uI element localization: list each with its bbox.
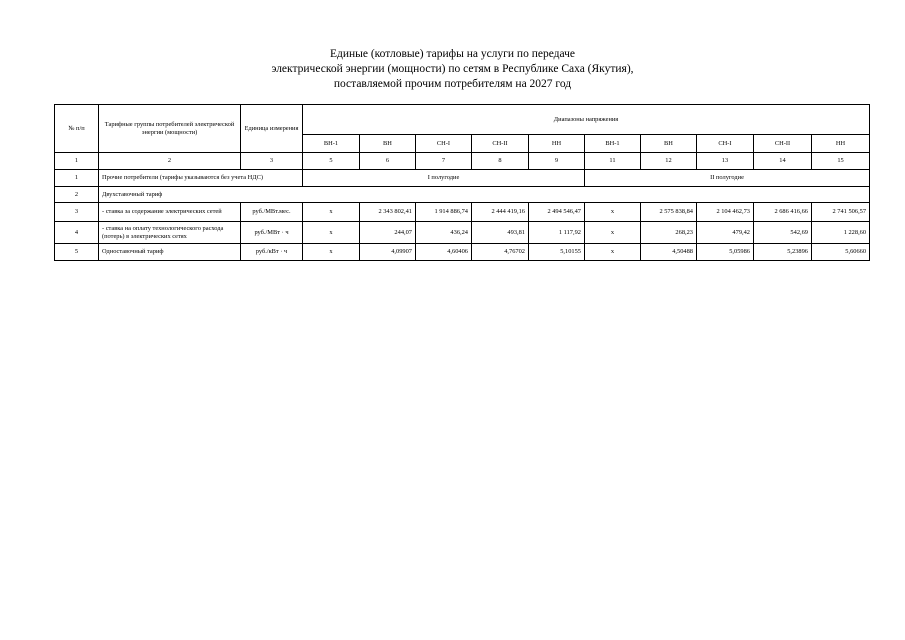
level-1: ВН-1: [303, 135, 360, 153]
cell-value: 4,50488: [641, 244, 697, 261]
cell-value: х: [303, 203, 360, 222]
cell-value: 2 686 416,66: [754, 203, 812, 222]
cell-value: 4,76702: [472, 244, 529, 261]
colnum: 13: [697, 153, 754, 170]
row-num: 3: [55, 203, 99, 222]
cell-value: 1 117,92: [529, 222, 585, 244]
cell-value: 5,10155: [529, 244, 585, 261]
cell-value: 244,07: [360, 222, 416, 244]
row-label: Двухставочный тариф: [99, 187, 870, 203]
colnum: 8: [472, 153, 529, 170]
level-3: СН-I: [416, 135, 472, 153]
colnum: 6: [360, 153, 416, 170]
half-year-2: II полугодие: [585, 170, 870, 187]
table-row: [55, 187, 870, 203]
row-num: 5: [55, 244, 99, 261]
cell-value: 5,23896: [754, 244, 812, 261]
column-number-row: [55, 153, 870, 170]
header-unit: Единица измерения: [241, 105, 303, 153]
cell-value: 5,05986: [697, 244, 754, 261]
row-label: - ставка за содержание электрических сетей: [99, 203, 241, 222]
cell-value: х: [303, 244, 360, 261]
row-label: Одноставочный тариф: [99, 244, 241, 261]
title-line-3: поставляемой прочим потребителям на 2027 год: [333, 78, 572, 90]
level-10: НН: [812, 135, 870, 153]
colnum: 5: [303, 153, 360, 170]
table-row: [55, 203, 870, 222]
cell-value: 542,69: [754, 222, 812, 244]
colnum: 7: [416, 153, 472, 170]
cell-value: х: [585, 222, 641, 244]
table-row: [55, 222, 870, 244]
colnum: 12: [641, 153, 697, 170]
colnum: 9: [529, 153, 585, 170]
cell-value: 479,42: [697, 222, 754, 244]
cell-value: 1 228,60: [812, 222, 870, 244]
cell-value: 2 343 802,41: [360, 203, 416, 222]
cell-value: х: [585, 244, 641, 261]
title-line-2: электрической энергии (мощности) по сетям в Республике Саха (Якутия),: [271, 63, 634, 75]
level-2: ВН: [360, 135, 416, 153]
level-5: НН: [529, 135, 585, 153]
level-8: СН-I: [697, 135, 754, 153]
table-row: [55, 244, 870, 261]
cell-value: 2 104 462,73: [697, 203, 754, 222]
colnum: 11: [585, 153, 641, 170]
header-group: Тарифные группы потребителей электрической энергии (мощности): [99, 105, 241, 153]
cell-value: 493,81: [472, 222, 529, 244]
cell-value: 436,24: [416, 222, 472, 244]
level-6: ВН-1: [585, 135, 641, 153]
row-num: 2: [55, 187, 99, 203]
cell-value: 2 494 546,47: [529, 203, 585, 222]
row-label: Прочие потребители (тарифы указываются без учета НДС): [99, 170, 303, 187]
colnum: 1: [55, 153, 99, 170]
row-num: 1: [55, 170, 99, 187]
row-unit: руб./МВт.мес.: [241, 203, 303, 222]
row-unit: руб./кВт · ч: [241, 244, 303, 261]
cell-value: 4,60406: [416, 244, 472, 261]
colnum: 14: [754, 153, 812, 170]
table-row: [55, 170, 870, 187]
header-ranges: Диапазоны напряжения: [303, 105, 870, 135]
row-unit: руб./МВт · ч: [241, 222, 303, 244]
document-title: [0, 47, 905, 92]
colnum: 2: [99, 153, 241, 170]
cell-value: 2 444 419,16: [472, 203, 529, 222]
cell-value: х: [303, 222, 360, 244]
half-year-1: I полугодие: [303, 170, 585, 187]
row-label: - ставка на оплату технологического расхода (потерь) в электрических сетях: [99, 222, 241, 244]
cell-value: 268,23: [641, 222, 697, 244]
cell-value: 2 575 838,84: [641, 203, 697, 222]
colnum: 3: [241, 153, 303, 170]
title-line-1: Единые (котловые) тарифы на услуги по передаче: [329, 48, 576, 60]
level-4: СН-II: [472, 135, 529, 153]
cell-value: 5,60660: [812, 244, 870, 261]
header-num: № п/п: [55, 105, 99, 153]
colnum: 15: [812, 153, 870, 170]
level-9: СН-II: [754, 135, 812, 153]
header-row-top: [55, 105, 870, 135]
cell-value: х: [585, 203, 641, 222]
cell-value: 2 741 506,57: [812, 203, 870, 222]
level-7: ВН: [641, 135, 697, 153]
cell-value: 4,09907: [360, 244, 416, 261]
tariff-table: [54, 104, 870, 261]
cell-value: 1 914 886,74: [416, 203, 472, 222]
row-num: 4: [55, 222, 99, 244]
